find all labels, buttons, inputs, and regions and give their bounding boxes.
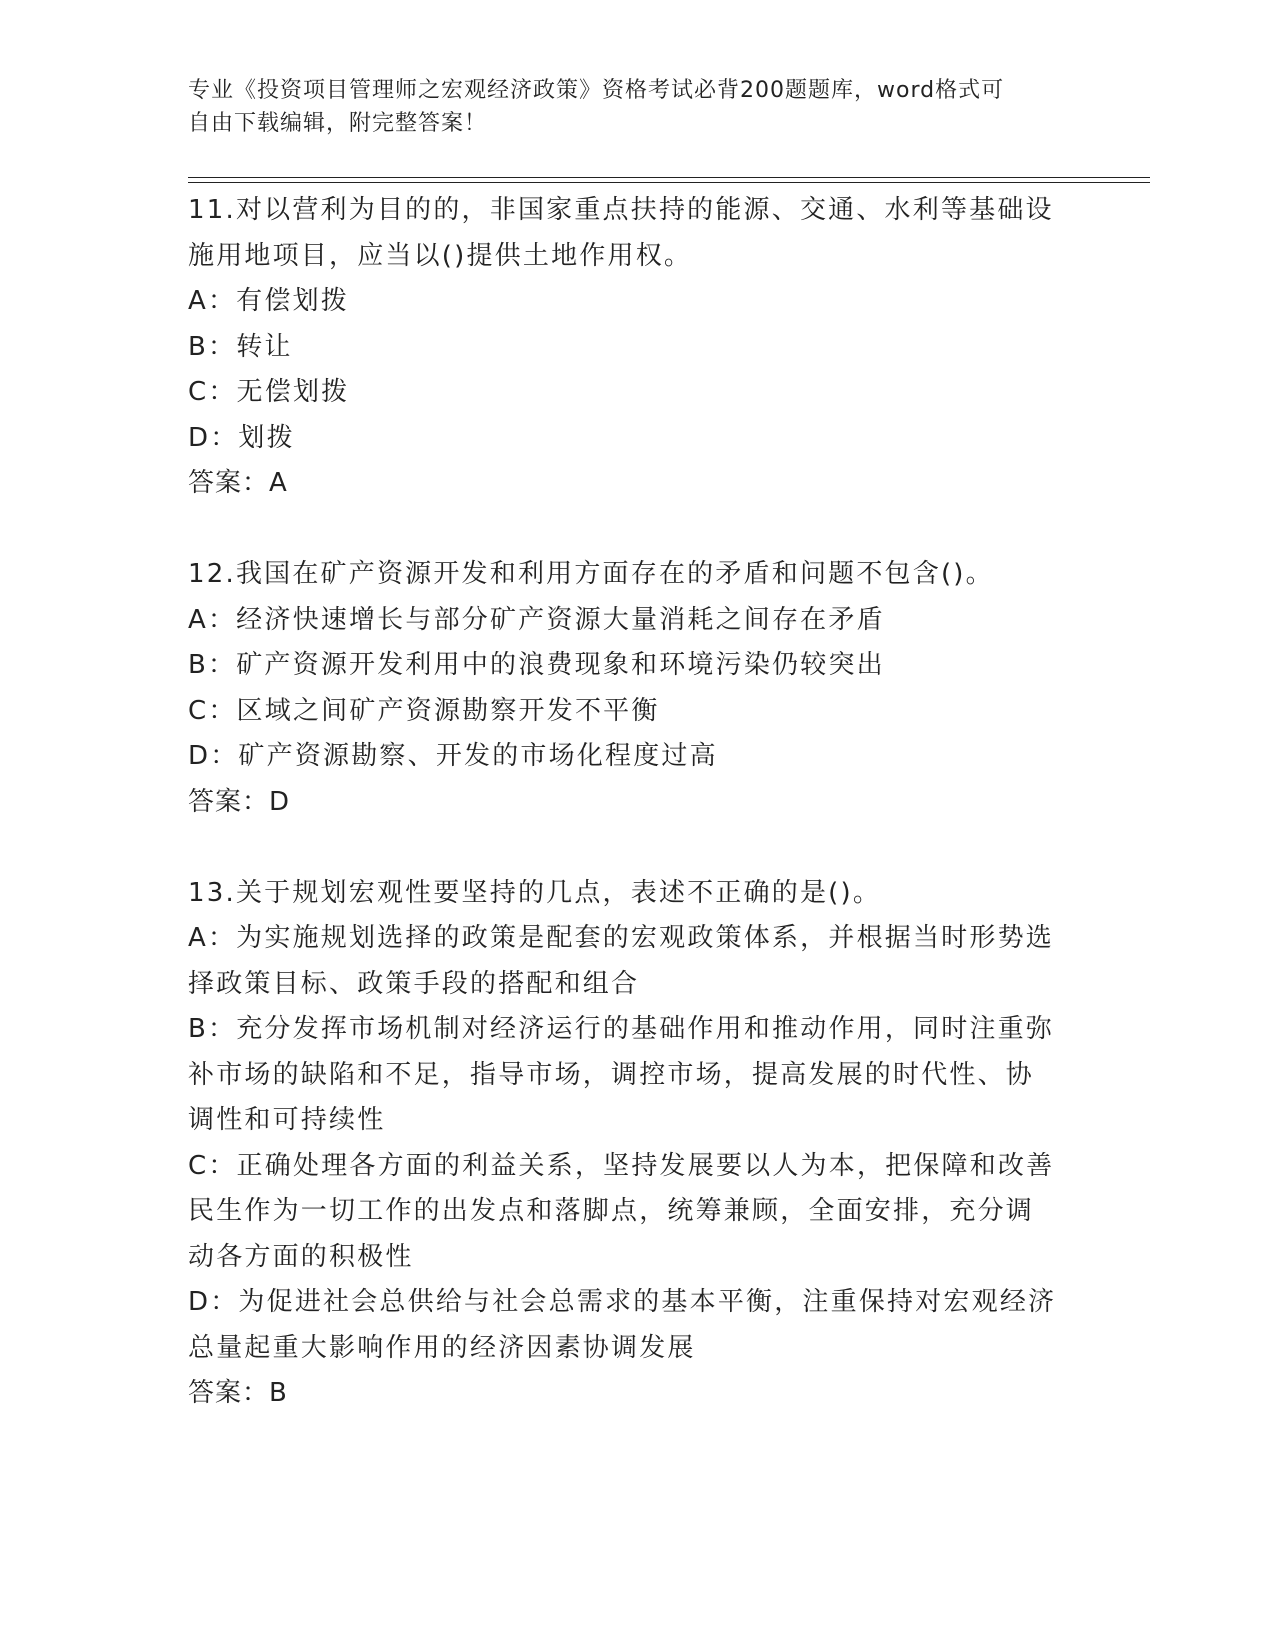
- option-c: [188, 1144, 1088, 1281]
- option-line: 总量起重大影响作用的经济因素协调发展: [188, 1332, 696, 1363]
- question-13: [188, 871, 1088, 1417]
- question-stem: 12.我国在矿产资源开发和利用方面存在的矛盾和问题不包含()。: [188, 559, 994, 589]
- option-d: [188, 1280, 1088, 1371]
- question-stem: 11.对以营利为目的的，非国家重点扶持的能源、交通、水利等基础设: [188, 195, 1054, 225]
- answer: 答案：B: [188, 1378, 288, 1408]
- option-a: A：经济快速增长与部分矿产资源大量消耗之间存在矛盾: [188, 604, 885, 635]
- option-c: C：区域之间矿产资源勘察开发不平衡: [188, 695, 660, 726]
- option-line: 补市场的缺陷和不足，指导市场，调控市场，提高发展的时代性、协: [188, 1059, 1035, 1090]
- option-a: A：有偿划拨: [188, 286, 349, 316]
- option-a: [188, 916, 1088, 1007]
- option-line: A：为实施规划选择的政策是配套的宏观政策体系，并根据当时形势选: [188, 923, 1054, 953]
- question-stem: 13.关于规划宏观性要坚持的几点，表述不正确的是()。: [188, 877, 882, 908]
- option-line: 动各方面的积极性: [188, 1241, 414, 1272]
- header-line: 专业《投资项目管理师之宏观经济政策》资格考试必背200题题库，word格式可: [188, 78, 1005, 103]
- header-divider: [188, 177, 1150, 178]
- option-b: B：转让: [188, 331, 293, 362]
- option-d: D：矿产资源勘察、开发的市场化程度过高: [188, 741, 718, 771]
- question-list: [188, 188, 1088, 1417]
- option-line: B：充分发挥市场机制对经济运行的基础作用和推动作用，同时注重弥: [188, 1014, 1055, 1044]
- answer: 答案：D: [188, 786, 291, 817]
- option-c: C：无偿划拨: [188, 377, 350, 407]
- option-b: B：矿产资源开发利用中的浪费现象和环境污染仍较突出: [188, 650, 885, 680]
- answer: 答案：A: [188, 468, 288, 498]
- option-line: 调性和可持续性: [188, 1105, 386, 1135]
- question-stem: 施用地项目，应当以()提供土地作用权。: [188, 240, 693, 271]
- option-line: D：为促进社会总供给与社会总需求的基本平衡，注重保持对宏观经济: [188, 1287, 1057, 1317]
- question-11: [188, 188, 1088, 507]
- header-line: 自由下载编辑，附完整答案！: [188, 111, 488, 136]
- option-line: C：正确处理各方面的利益关系，坚持发展要以人为本，把保障和改善: [188, 1150, 1055, 1181]
- header-divider: [188, 182, 1150, 183]
- option-line: 择政策目标、政策手段的搭配和组合: [188, 968, 640, 999]
- option-d: D：划拨: [188, 422, 295, 453]
- option-line: 民生作为一切工作的出发点和落脚点，统筹兼顾，全面安排，充分调: [188, 1196, 1035, 1226]
- option-b: [188, 1007, 1088, 1144]
- question-12: [188, 552, 1088, 825]
- document-header: [188, 74, 1068, 140]
